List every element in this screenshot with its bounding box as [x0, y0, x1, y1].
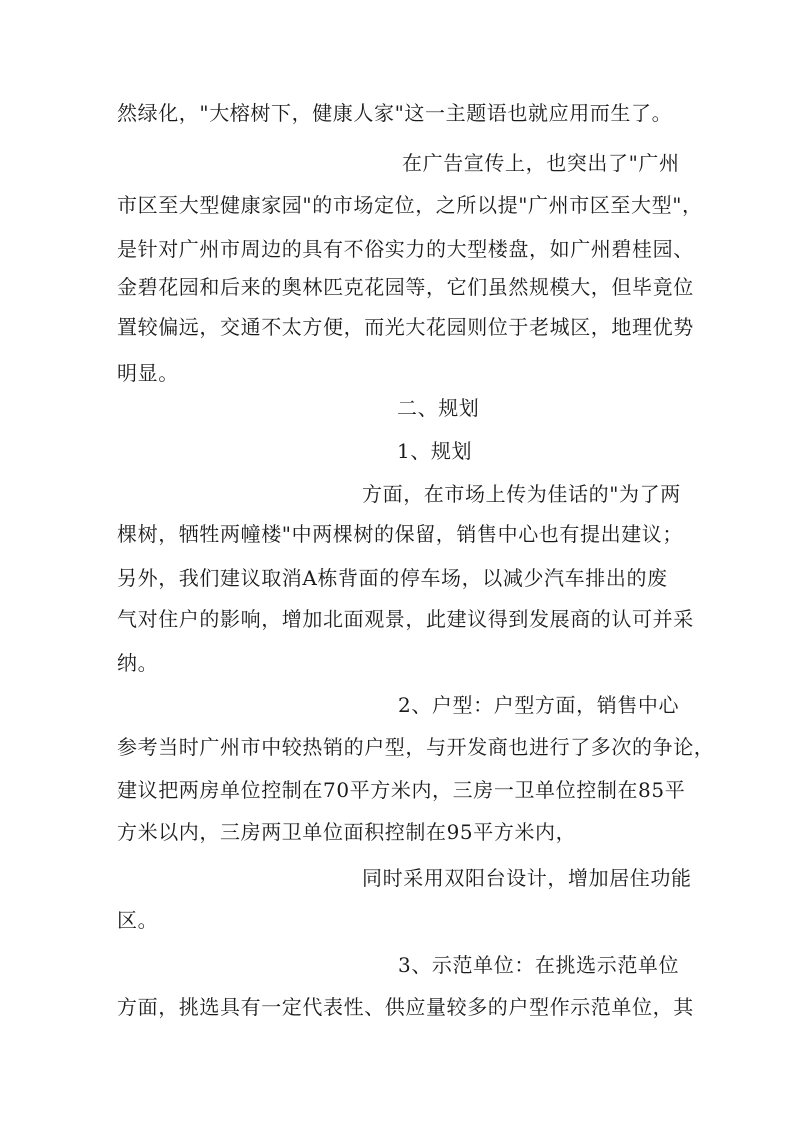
- section-heading: 二、规划: [397, 396, 480, 420]
- subsection-heading: 1、规划: [397, 439, 473, 463]
- text-line: 方面，在市场上传为佳话的"为了两: [362, 482, 681, 506]
- text-line: 气对住户的影响，增加北面观景，此建议得到发展商的认可并采: [117, 607, 694, 631]
- text-line: 同时采用双阳台设计，增加居住功能: [362, 866, 692, 890]
- text-line: 明显。: [117, 361, 179, 385]
- text-line: 区。: [117, 908, 159, 932]
- text-line: 是针对广州市周边的具有不俗实力的大型楼盘，如广州碧桂园、: [117, 237, 694, 261]
- text-line: 另外，我们建议取消A栋背面的停车场，以减少汽车排出的废: [117, 566, 668, 590]
- text-line: 市区至大型健康家园"的市场定位，之所以提"广州市区至大型"，: [117, 193, 703, 217]
- text-line: 置较偏远，交通不太方便，而光大花园则位于老城区，地理优势: [117, 315, 694, 339]
- text-line: 纳。: [117, 651, 159, 675]
- text-line: 在广告宣传上，也突出了"广州: [402, 151, 680, 175]
- text-line: 方面，挑选具有一定代表性、供应量较多的户型作示范单位，其: [117, 995, 694, 1019]
- text-line: 方米以内，三房两卫单位面积控制在95平方米内，: [117, 820, 577, 844]
- text-line: 棵树，牺牲两幢楼"中两棵树的保留，销售中心也有提出建议；: [117, 522, 683, 546]
- text-line: 然绿化，"大榕树下，健康人家"这一主题语也就应用而生了。: [117, 101, 673, 125]
- text-line: 3、示范单位：在挑选示范单位: [398, 953, 680, 977]
- text-line: 2、户型：户型方面，销售中心: [398, 693, 680, 717]
- text-line: 金碧花园和后来的奥林匹克花园等，它们虽然规模大，但毕竟位: [117, 275, 694, 299]
- text-line: 建议把两房单位控制在70平方米内，三房一卫单位控制在85平: [117, 778, 686, 802]
- text-line: 参考当时广州市中较热销的户型，与开发商也进行了多次的争论，: [117, 735, 715, 759]
